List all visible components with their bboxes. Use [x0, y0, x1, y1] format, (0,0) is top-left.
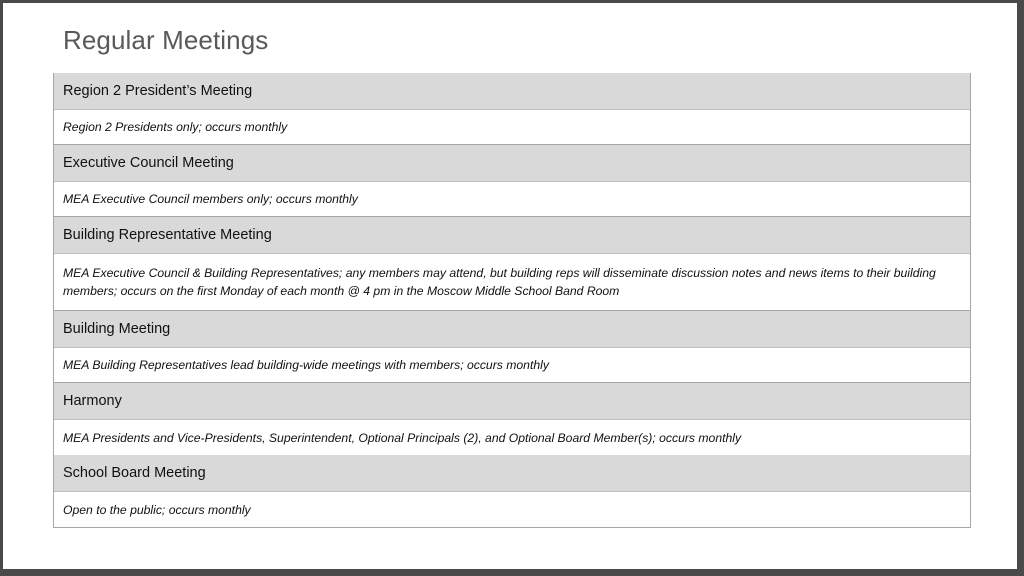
meeting-name: Building Representative Meeting: [54, 217, 970, 254]
meeting-description: Region 2 Presidents only; occurs monthly: [54, 110, 970, 145]
meeting-name: Region 2 President’s Meeting: [54, 73, 970, 110]
meeting-name: Executive Council Meeting: [54, 145, 970, 182]
meeting-name: School Board Meeting: [54, 455, 970, 492]
meeting-description: MEA Executive Council & Building Representatives; any members may attend, but building reps will disseminate discussion notes and news items to their building members; occurs on the first Monday of each month @ 4 pm in the Moscow Middle School Band Room: [54, 254, 970, 311]
page-title: Regular Meetings: [63, 25, 269, 55]
meeting-description: Open to the public; occurs monthly: [54, 492, 970, 527]
slide: [3, 3, 1017, 569]
meetings-table: [53, 73, 971, 528]
meeting-name: Building Meeting: [54, 311, 970, 348]
meeting-name: Harmony: [54, 383, 970, 420]
meeting-description: MEA Presidents and Vice-Presidents, Superintendent, Optional Principals (2), and Optional Board Member(s); occurs monthly: [54, 420, 970, 455]
meeting-description: MEA Executive Council members only; occurs monthly: [54, 182, 970, 217]
meeting-description: MEA Building Representatives lead building-wide meetings with members; occurs monthly: [54, 348, 970, 383]
